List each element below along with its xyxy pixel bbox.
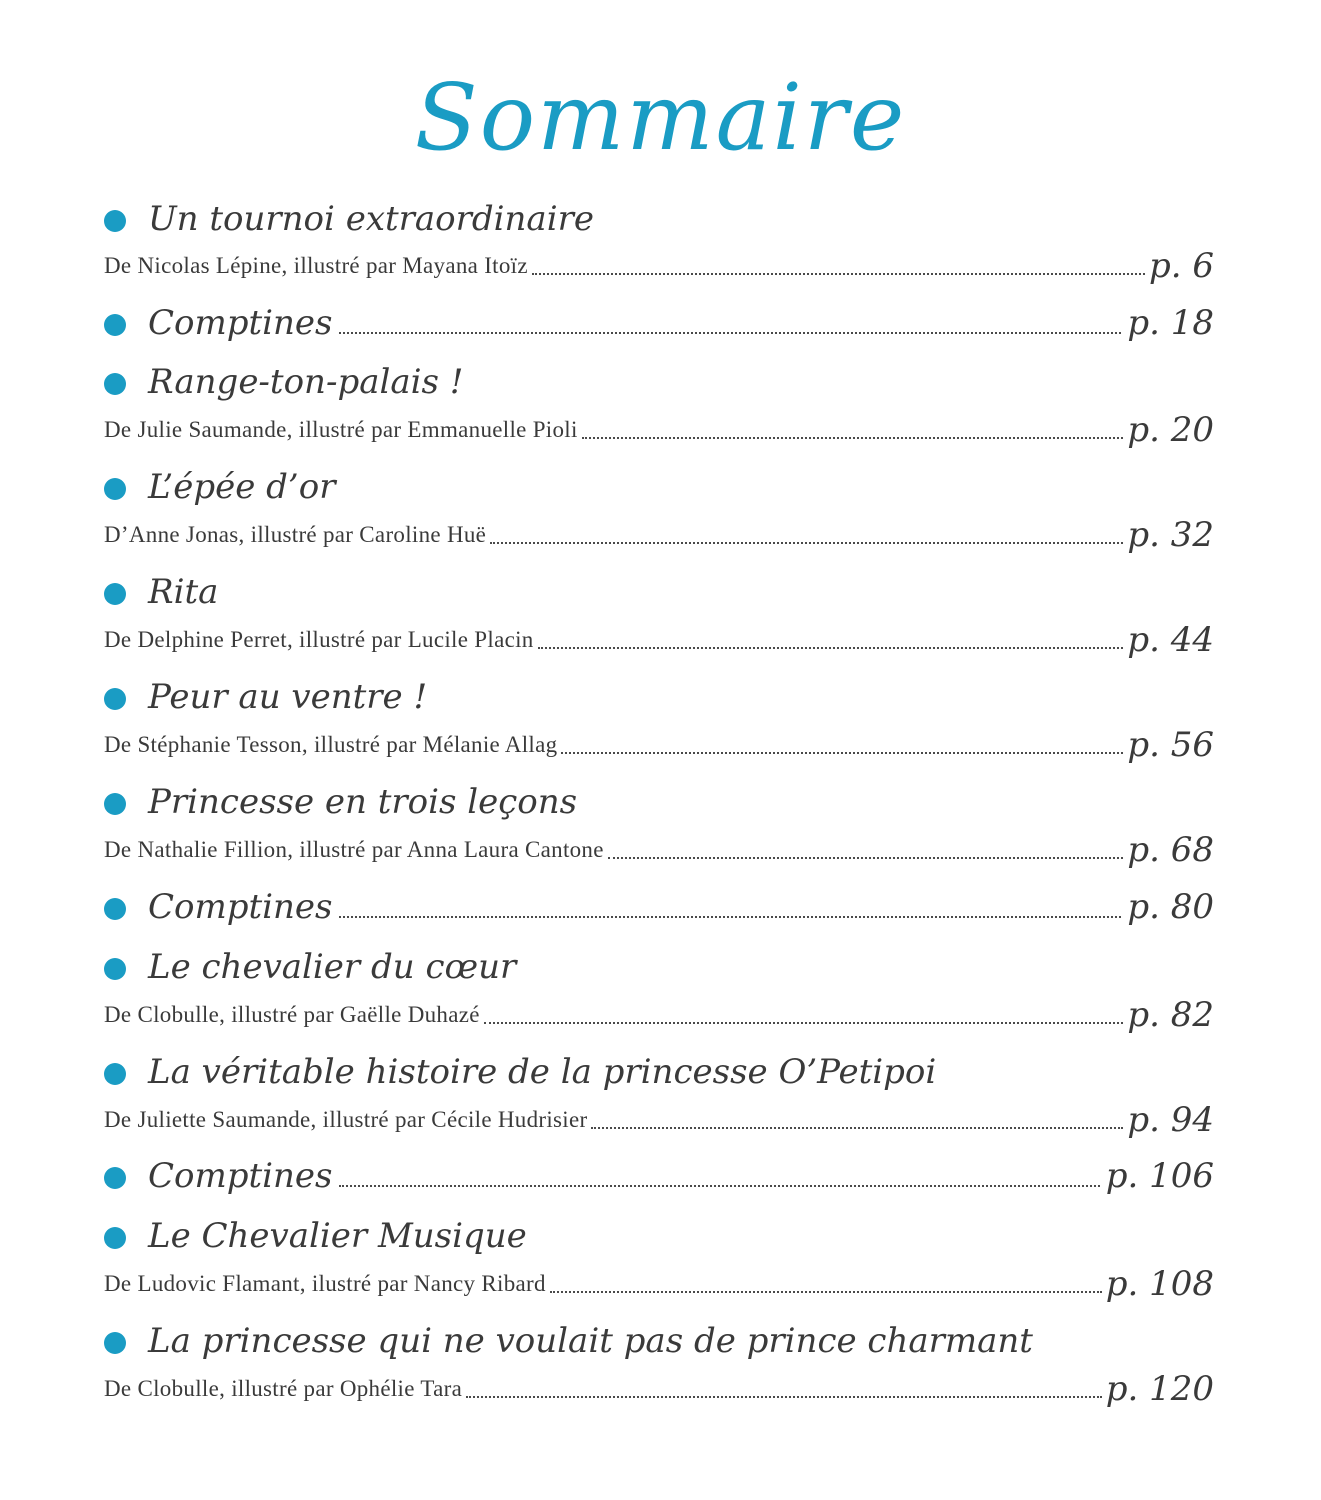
toc-entry-title[interactable] (104, 1318, 1214, 1364)
page-number: p. 20 (1127, 410, 1214, 450)
dot-leader (561, 752, 1123, 754)
entry-credit-text: De Juliette Saumande, illustré par Cécile Hudrisier (104, 1107, 588, 1132)
bullet-icon (104, 210, 126, 232)
dot-leader (339, 1185, 1100, 1187)
page-number: p. 82 (1127, 995, 1214, 1035)
dot-leader (538, 647, 1124, 649)
page-number: p. 120 (1105, 1369, 1214, 1409)
toc-entry-credit (104, 993, 1214, 1037)
page-number: p. 32 (1127, 515, 1214, 555)
bullet-icon (104, 958, 126, 980)
toc-entry-credit (104, 828, 1214, 872)
bullet-icon (104, 1332, 126, 1354)
toc-entry-title[interactable] (104, 196, 1214, 242)
bullet-icon (104, 1167, 126, 1189)
toc-entry-credit (104, 513, 1214, 557)
bullet-icon (104, 583, 126, 605)
entry-credit-text: De Stéphanie Tesson, illustré par Mélanie Allag (104, 732, 558, 757)
page-title: Sommaire (414, 64, 907, 171)
toc-entry-title[interactable] (104, 569, 1214, 615)
page-number: p. 68 (1127, 830, 1214, 870)
page-number: p. 44 (1127, 620, 1214, 660)
entry-credit-text: De Clobulle, illustré par Gaëlle Duhazé (104, 1002, 480, 1027)
page-number: p. 106 (1105, 1156, 1214, 1196)
entry-credit-text: De Ludovic Flamant, ilustré par Nancy Ribard (104, 1271, 546, 1296)
entry-credit-text: De Nathalie Fillion, illustré par Anna Laura Cantone (104, 837, 604, 862)
entry-title-text: Range-ton-palais ! (148, 362, 464, 402)
entry-title-text: L’épée d’or (148, 467, 336, 507)
dot-leader (582, 437, 1124, 439)
toc-entry-title[interactable] (104, 359, 1214, 405)
toc-entry-title[interactable] (104, 300, 1214, 346)
bullet-icon (104, 314, 126, 336)
toc-entry-credit (104, 244, 1214, 288)
entry-credit-text: De Nicolas Lépine, illustré par Mayana Itoïz (104, 253, 528, 278)
dot-leader (591, 1127, 1123, 1129)
toc-entry-credit (104, 618, 1214, 662)
entry-title-text: Le chevalier du cœur (148, 947, 517, 987)
dot-leader (490, 542, 1123, 544)
bullet-icon (104, 793, 126, 815)
entry-title-text: Princesse en trois leçons (148, 782, 578, 822)
dot-leader (339, 916, 1122, 918)
entry-title-text: Peur au ventre ! (148, 677, 428, 717)
bullet-icon (104, 898, 126, 920)
entry-title-text: Comptines (148, 303, 333, 343)
toc-entry-credit (104, 408, 1214, 452)
bullet-icon (104, 688, 126, 710)
dot-leader (466, 1396, 1102, 1398)
dot-leader (550, 1291, 1102, 1293)
toc-entry-title[interactable] (104, 1049, 1214, 1095)
page-number: p. 56 (1127, 725, 1214, 765)
bullet-icon (104, 1063, 126, 1085)
dot-leader (608, 857, 1124, 859)
entry-title-text: Le Chevalier Musique (148, 1216, 527, 1256)
page-number: p. 108 (1105, 1264, 1214, 1304)
dot-leader (484, 1022, 1124, 1024)
entry-title-text: Un tournoi extraordinaire (148, 199, 594, 239)
entry-credit-text: De Julie Saumande, illustré par Emmanuelle Pioli (104, 417, 578, 442)
entry-title-text: La véritable histoire de la princesse O’Petipoi (148, 1052, 937, 1092)
page-number: p. 6 (1148, 246, 1214, 286)
toc-entry-title[interactable] (104, 464, 1214, 510)
toc-entry-title[interactable] (104, 779, 1214, 825)
entry-title-text: Comptines (148, 1156, 333, 1196)
toc-entry-credit (104, 723, 1214, 767)
bullet-icon (104, 1227, 126, 1249)
toc-entry-title[interactable] (104, 674, 1214, 720)
toc-entry-title[interactable] (104, 944, 1214, 990)
page-number: p. 80 (1127, 887, 1214, 927)
entry-credit-text: D’Anne Jonas, illustré par Caroline Huë (104, 522, 487, 547)
entry-title-text: Comptines (148, 887, 333, 927)
entry-credit-text: De Clobulle, illustré par Ophélie Tara (104, 1376, 463, 1401)
toc-entry-credit (104, 1367, 1214, 1411)
toc-entry-title[interactable] (104, 1153, 1214, 1199)
entry-title-text: Rita (148, 572, 219, 612)
dot-leader (339, 332, 1122, 334)
entry-credit-text: De Delphine Perret, illustré par Lucile Placin (104, 627, 534, 652)
bullet-icon (104, 478, 126, 500)
page-number: p. 94 (1127, 1100, 1214, 1140)
dot-leader (532, 273, 1145, 275)
page-number: p. 18 (1127, 303, 1214, 343)
toc-entry-title[interactable] (104, 1213, 1214, 1259)
toc-entry-title[interactable] (104, 884, 1214, 930)
bullet-icon (104, 373, 126, 395)
entry-title-text: La princesse qui ne voulait pas de prince charmant (148, 1321, 1033, 1361)
toc-entry-credit (104, 1098, 1214, 1142)
toc-entry-credit (104, 1262, 1214, 1306)
